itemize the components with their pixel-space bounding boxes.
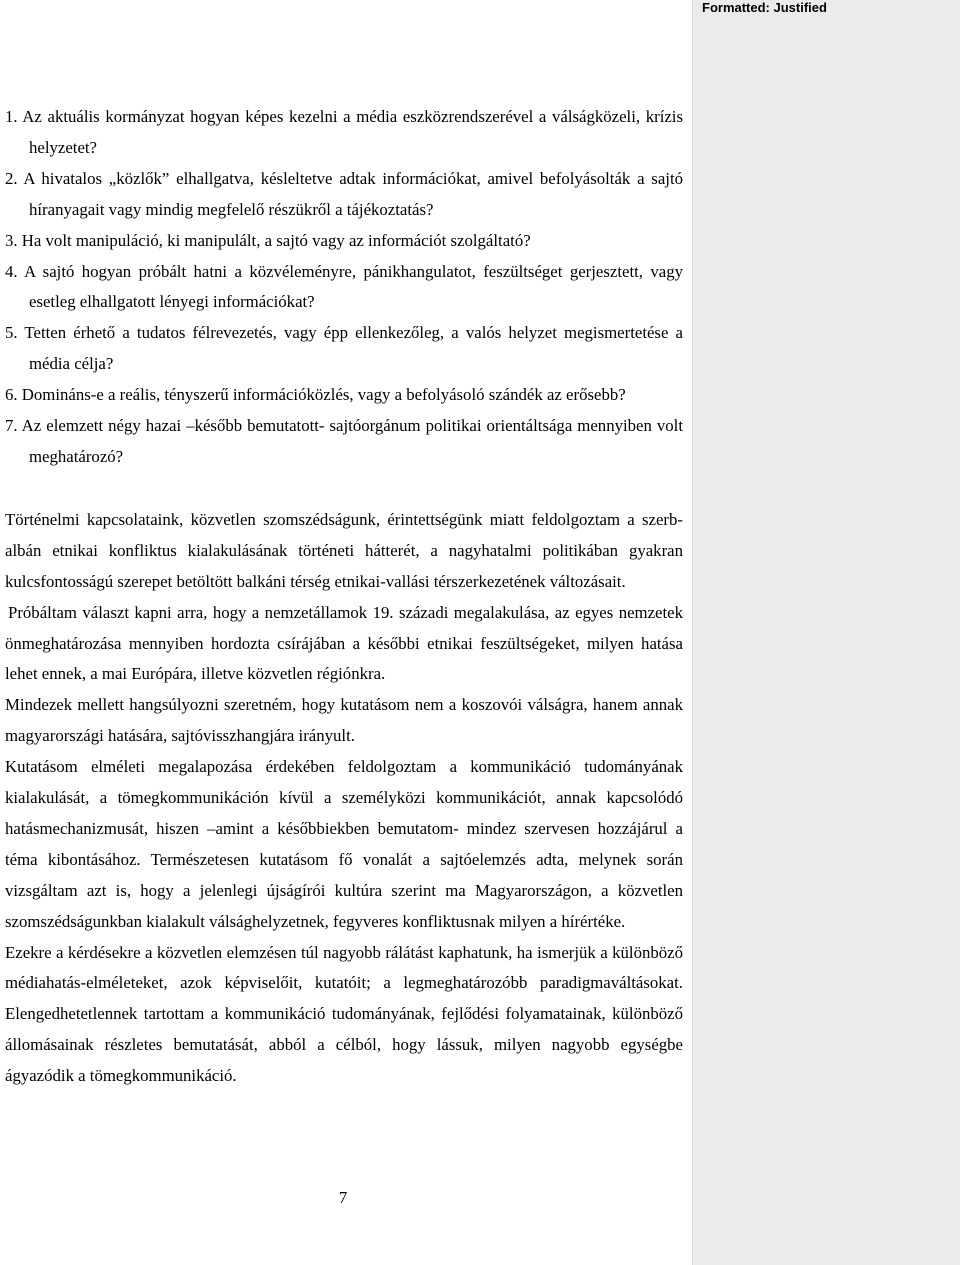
question-7: 7. Az elemzett négy hazai –később bemutatott- sajtóorgánum politikai orientáltsága mennyiben volt meghatározó? bbox=[5, 416, 683, 466]
question-2: 2. A hivatalos „közlők” elhallgatva, késleltetve adtak információkat, amivel befolyásolták a sajtó híranyagait vagy mindig megfelelő részükről a tájékoztatás? bbox=[5, 168, 683, 219]
question-3: 3. Ha volt manipuláció, ki manipulált, a sajtó vagy az információt szolgáltató? bbox=[5, 230, 531, 250]
question-4: 4. A sajtó hogyan próbált hatni a közvéleményre, pánikhangulatot, feszültséget gerjesztett, vagy esetleg elhallgatott lényegi információkat? bbox=[5, 261, 683, 312]
question-6: 6. Domináns-e a reális, tényszerű információközlés, vagy a befolyásoló szándék az erősebb? bbox=[5, 385, 626, 405]
paragraph-nation-states: Próbáltam választ kapni arra, hogy a nemzetállamok 19. századi megalakulása, az egyes nemzetek önmeghatározása mennyiben hordozta csírájában a későbbi etnikai feszültségeket, milyen hatása lehet ennek, a mai Európára, illetve közvetlen régiónkra. bbox=[5, 602, 683, 684]
research-questions-list bbox=[5, 102, 683, 473]
question-1: 1. Az aktuális kormányzat hogyan képes kezelni a média eszközrendszerével a válságközeli, krízis helyzetet? bbox=[5, 107, 683, 157]
page-number: 7 bbox=[338, 1188, 348, 1207]
paragraph-media-effect-theories: Ezekre a kérdésekre a közvetlen elemzésen túl nagyobb rálátást kaphatunk, ha ismerjük a különböző médiahatás-elméleteket, azok képviselőit, kutatóit; a legmeghatározóbb paradigmaváltásokat. Elengedhetetlennek tartottam a kommunikáció tudományának, fejlődési folyamatainak, különböző állomásainak részletes bemutatását, abból a célból, hogy lássuk, milyen nagyobb egységbe ágyazódik a tömegkommunikáció. bbox=[5, 942, 683, 1086]
formatting-comment-label: Formatted: Justified bbox=[702, 0, 827, 15]
comment-pane bbox=[692, 0, 960, 1265]
paragraph-historical-background: Történelmi kapcsolataink, közvetlen szomszédságunk, érintettségünk miatt feldolgoztam a szerb-albán etnikai konfliktus kialakulásának történeti hátterét, a nagyhatalmi politikában gyakran kulcsfontosságú szerepet betöltött balkáni térség etnikai-vallási térszerkezetének változásait. bbox=[5, 509, 683, 591]
section-gap bbox=[5, 473, 683, 505]
question-5: 5. Tetten érhető a tudatos félrevezetés, vagy épp ellenkezőleg, a valós helyzet megismertetése a média célja? bbox=[5, 323, 683, 374]
paragraph-research-focus: Mindezek mellett hangsúlyozni szeretném, hogy kutatásom nem a koszovói válságra, hanem annak magyarországi hatására, sajtóvisszhangjára irányult. bbox=[5, 695, 683, 746]
paragraph-theoretical-foundation: Kutatásom elméleti megalapozása érdekében feldolgoztam a kommunikáció tudományának kialakulását, a tömegkommunikáción kívül a személyközi kommunikációt, annak kapcsolódó hatásmechanizmusát, hiszen –amint a későbbiekben bemutatom- mindez szervesen hozzájárul a téma kibontásához. Természetesen kutatásom fő vonalát a sajtóelemzés adta, melynek során vizsgáltam azt is, hogy a jelenlegi újságírói kultúra szerint ma Magyarországon, a közvetlen szomszédságunkban kialakult válsághelyzetnek, fegyveres konfliktusnak milyen a hírértéke. bbox=[5, 757, 683, 931]
document-body bbox=[5, 102, 683, 1092]
